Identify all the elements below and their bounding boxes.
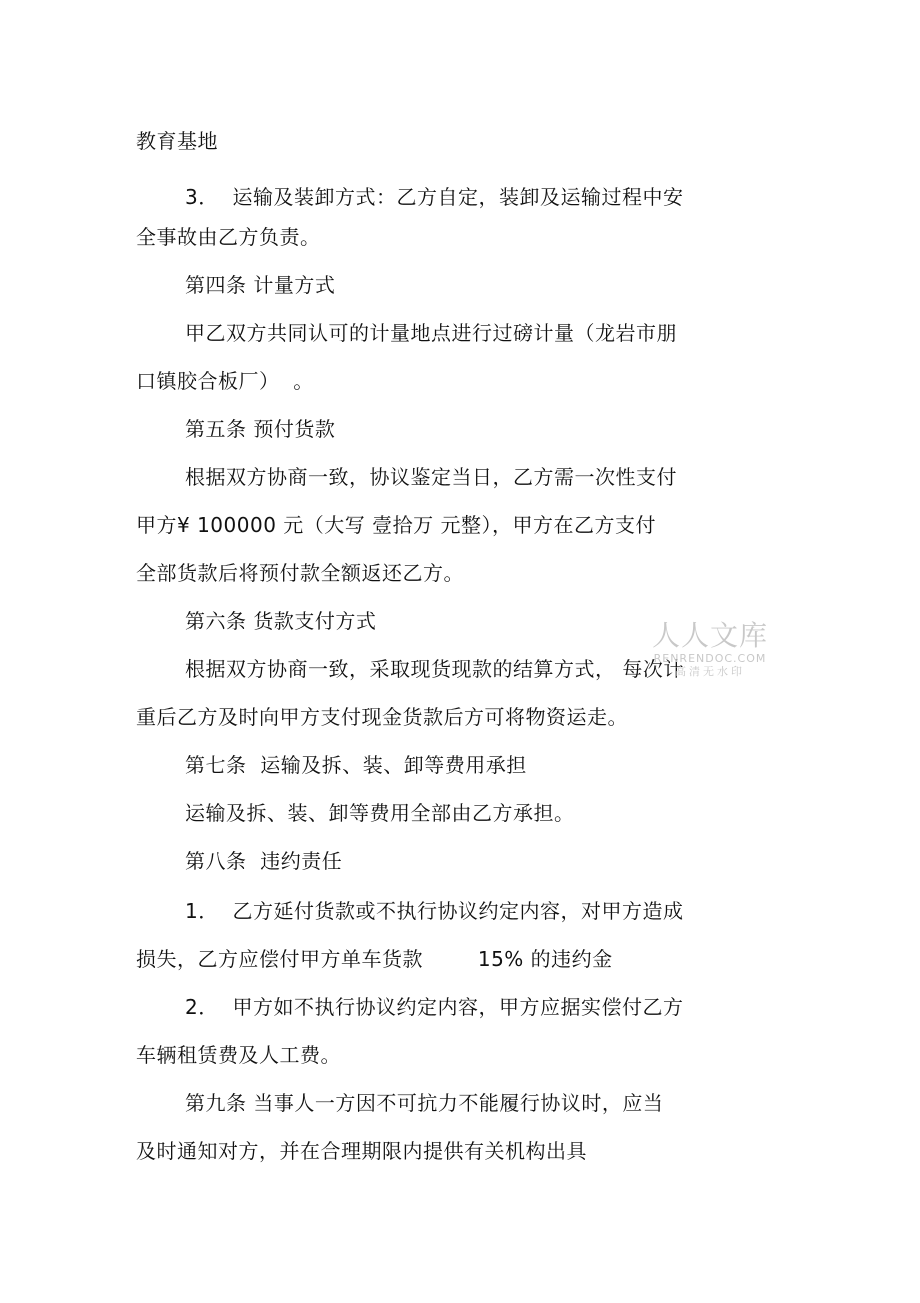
section-heading: 第四条 计量方式 [185,273,336,297]
text-line: 3． 运输及装卸方式：乙方自定，装卸及运输过程中安 [185,185,684,209]
section-heading: 第八条 违约责任 [185,849,343,873]
section-heading: 第九条 当事人一方因不可抗力不能履行协议时，应当 [185,1091,664,1115]
section-heading: 第六条 货款支付方式 [185,609,377,633]
text-line: 1． 乙方延付货款或不执行协议约定内容，对甲方造成 [185,899,684,923]
watermark-url: RENRENDOC.COM [653,652,767,665]
text-line: 全事故由乙方负责。 [136,225,321,249]
text-line: 根据双方协商一致，采取现货现款的结算方式， 每次计 [185,657,684,681]
text-line: 运输及拆、装、卸等费用全部由乙方承担。 [185,801,575,825]
text-line: 根据双方协商一致，协议鉴定当日，乙方需一次性支付 [185,465,677,489]
text-line: 口镇胶合板厂） 。 [136,369,314,393]
text-line: 甲方¥ 100000 元（大写 壹拾万 元整），甲方在乙方支付 [136,513,657,537]
watermark-title: 人人文库 [651,619,768,652]
text-line: 损失，乙方应偿付甲方单车货款 15% 的违约金 [136,947,613,971]
text-line: 车辆租赁费及人工费。 [136,1043,341,1067]
section-heading: 第五条 预付货款 [185,417,336,441]
text-line: 甲乙双方共同认可的计量地点进行过磅计量（龙岩市朋 [185,321,677,345]
text-line: 教育基地 [136,129,218,153]
watermark-subtitle: 高清无水印 [675,665,745,678]
text-line: 2． 甲方如不执行协议约定内容，甲方应据实偿付乙方 [185,995,684,1019]
text-line: 重后乙方及时向甲方支付现金货款后方可将物资运走。 [136,705,628,729]
text-line: 全部货款后将预付款全额返还乙方。 [136,561,464,585]
section-heading: 第七条 运输及拆、装、卸等费用承担 [185,753,527,777]
text-line: 及时通知对方，并在合理期限内提供有关机构出具 [136,1139,587,1163]
